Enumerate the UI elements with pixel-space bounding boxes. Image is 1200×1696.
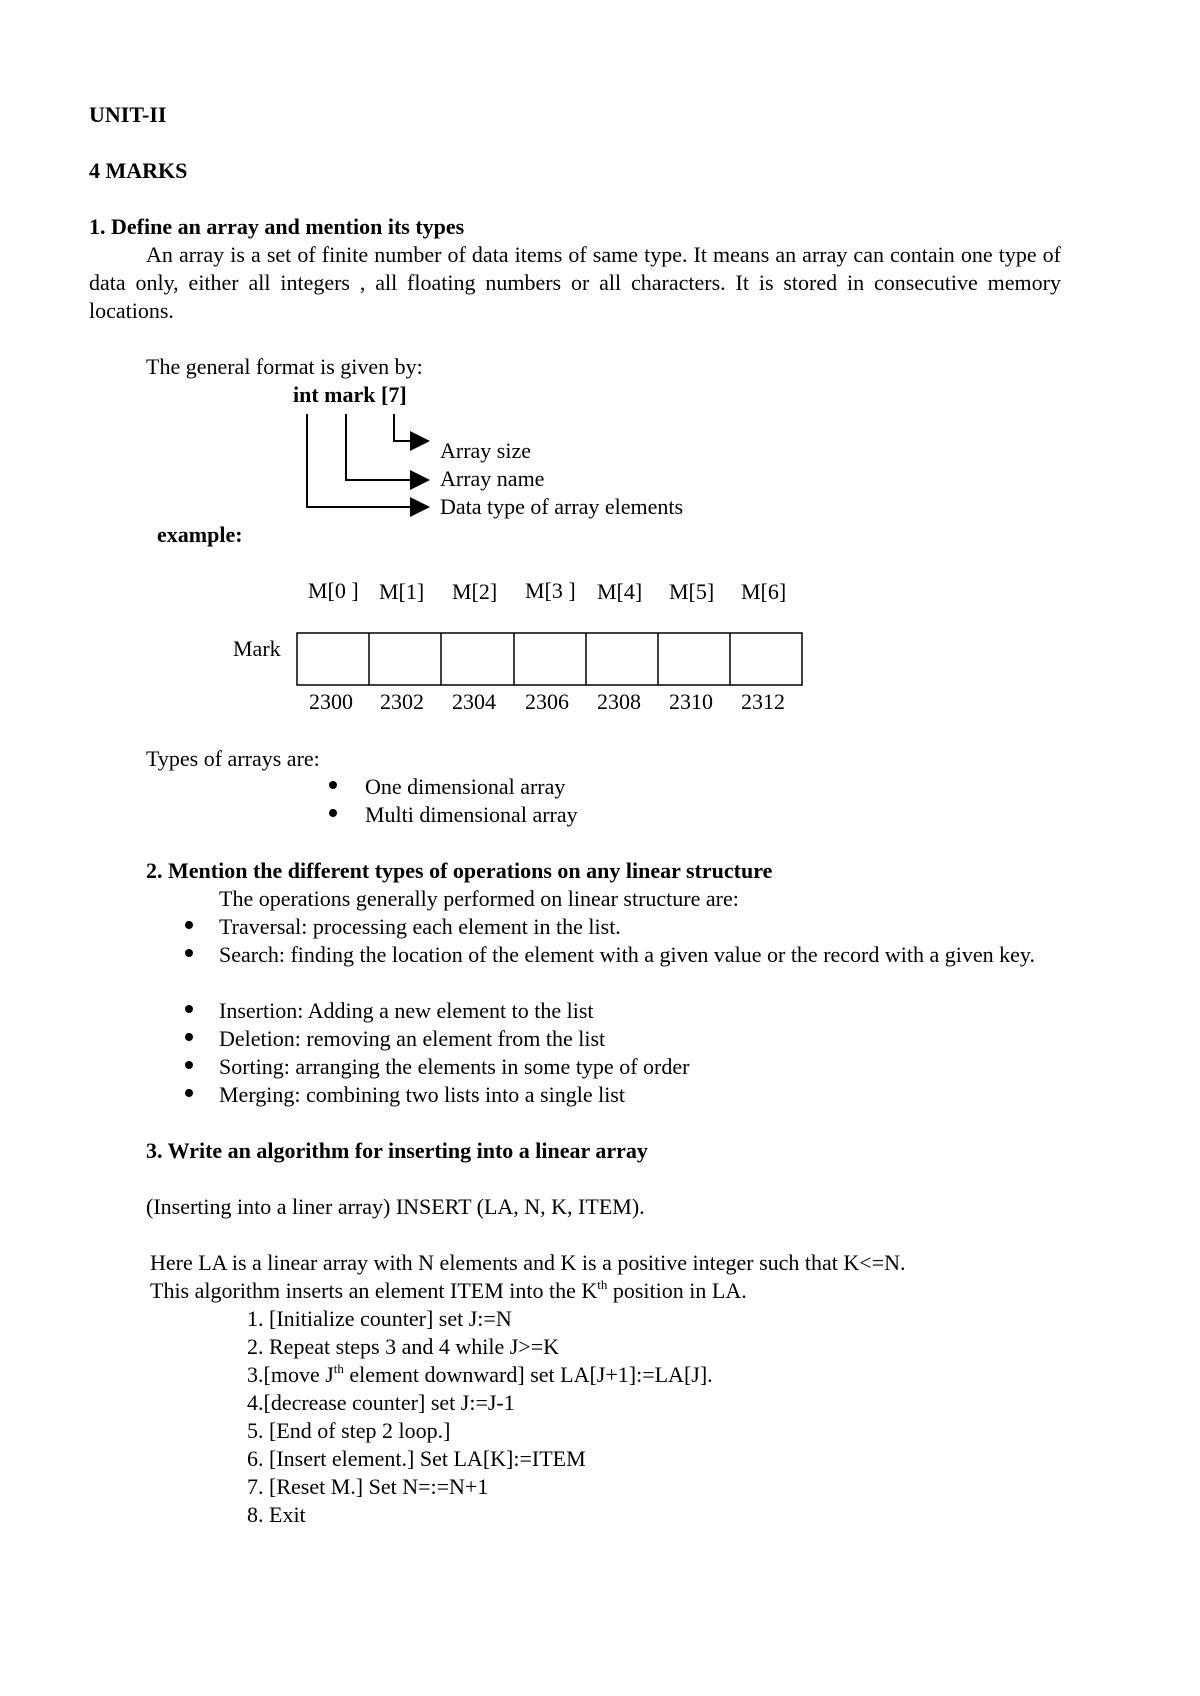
arrow-array-name — [346, 414, 428, 480]
index-label-3: M[3 ] — [525, 578, 576, 603]
index-label-4: M[4] — [597, 579, 643, 604]
index-label-6: M[6] — [741, 579, 787, 604]
address-0: 2300 — [309, 689, 353, 714]
address-2: 2304 — [452, 689, 496, 714]
bullet-icon — [185, 949, 193, 957]
label-data-type: Data type of array elements — [440, 494, 684, 519]
unit-heading: UNIT-II — [89, 102, 167, 127]
array-cells — [297, 633, 802, 685]
bullet-icon — [185, 921, 193, 929]
q3-title: 3. Write an algorithm for inserting into a linear array — [146, 1138, 648, 1163]
bullet-icon — [185, 1089, 193, 1097]
bullet-icon — [329, 809, 337, 817]
q1-title: 1. Define an array and mention its types — [89, 214, 465, 239]
types-intro: Types of arrays are: — [146, 746, 320, 771]
address-3: 2306 — [525, 689, 569, 714]
algo-step-4: 4.[decrease counter] set J:=J-1 — [247, 1390, 515, 1415]
algo-step-7: 7. [Reset M.] Set N=:=N+1 — [247, 1474, 489, 1499]
row-label-mark: Mark — [233, 636, 281, 661]
op-item-5: Sorting: arranging the elements in some type of order — [219, 1054, 690, 1079]
bullet-icon — [185, 1061, 193, 1069]
op-item-3: Insertion: Adding a new element to the list — [219, 998, 594, 1023]
index-label-5: M[5] — [669, 579, 715, 604]
address-6: 2312 — [741, 689, 785, 714]
q3-signature: (Inserting into a liner array) INSERT (LA, N, K, ITEM). — [146, 1194, 645, 1219]
index-label-1: M[1] — [379, 579, 425, 604]
op-item-6: Merging: combining two lists into a single list — [219, 1082, 625, 1107]
bullet-icon — [185, 1005, 193, 1013]
algo-step-2: 2. Repeat steps 3 and 4 while J>=K — [247, 1334, 559, 1359]
type-item-2: Multi dimensional array — [365, 802, 578, 827]
algo-step-1: 1. [Initialize counter] set J:=N — [247, 1306, 512, 1331]
algo-step-5: 5. [End of step 2 loop.] — [247, 1418, 451, 1443]
op-item-2: Search: finding the location of the element with a given value or the record with a given key. — [219, 942, 1035, 967]
algo-step-3: 3.[move $J^{th}$ element downward] set LA[J+1]:=LA[J]. — [247, 1360, 713, 1387]
index-label-2: M[2] — [452, 579, 498, 604]
q3-desc-1: Here LA is a linear array with N elements and K is a positive integer such that K<=N. — [150, 1250, 906, 1275]
format-intro: The general format is given by: — [146, 354, 423, 379]
marks-heading: 4 MARKS — [89, 158, 188, 183]
q2-intro: The operations generally performed on linear structure are: — [219, 886, 739, 911]
bullet-icon — [329, 781, 337, 789]
q2-title: 2. Mention the different types of operations on any linear structure — [146, 858, 773, 883]
address-1: 2302 — [380, 689, 424, 714]
op-item-1: Traversal: processing each element in the list. — [219, 914, 621, 939]
format-code: int mark [7] — [293, 382, 407, 407]
address-4: 2308 — [597, 689, 641, 714]
algo-step-6: 6. [Insert element.] Set LA[K]:=ITEM — [247, 1446, 586, 1471]
example-label: example: — [157, 522, 243, 547]
q1-paragraph: An array is a set of finite number of data items of same type. It means an array can contain one type of data only, either all integers , all floating numbers or all characters. It is stored in consecutive memory locations. — [89, 242, 1061, 323]
type-item-1: One dimensional array — [365, 774, 566, 799]
arrow-data-type — [307, 414, 428, 507]
index-label-0: M[0 ] — [308, 578, 359, 603]
bullet-icon — [185, 1033, 193, 1041]
label-array-name: Array name — [440, 466, 545, 491]
op-item-4: Deletion: removing an element from the list — [219, 1026, 606, 1051]
q3-desc-2: This algorithm inserts an element ITEM into the $K^{th}$ position in LA. — [150, 1276, 747, 1303]
address-5: 2310 — [669, 689, 713, 714]
algo-step-8: 8. Exit — [247, 1502, 306, 1527]
arrow-array-size — [394, 414, 428, 441]
label-array-size: Array size — [440, 438, 532, 463]
